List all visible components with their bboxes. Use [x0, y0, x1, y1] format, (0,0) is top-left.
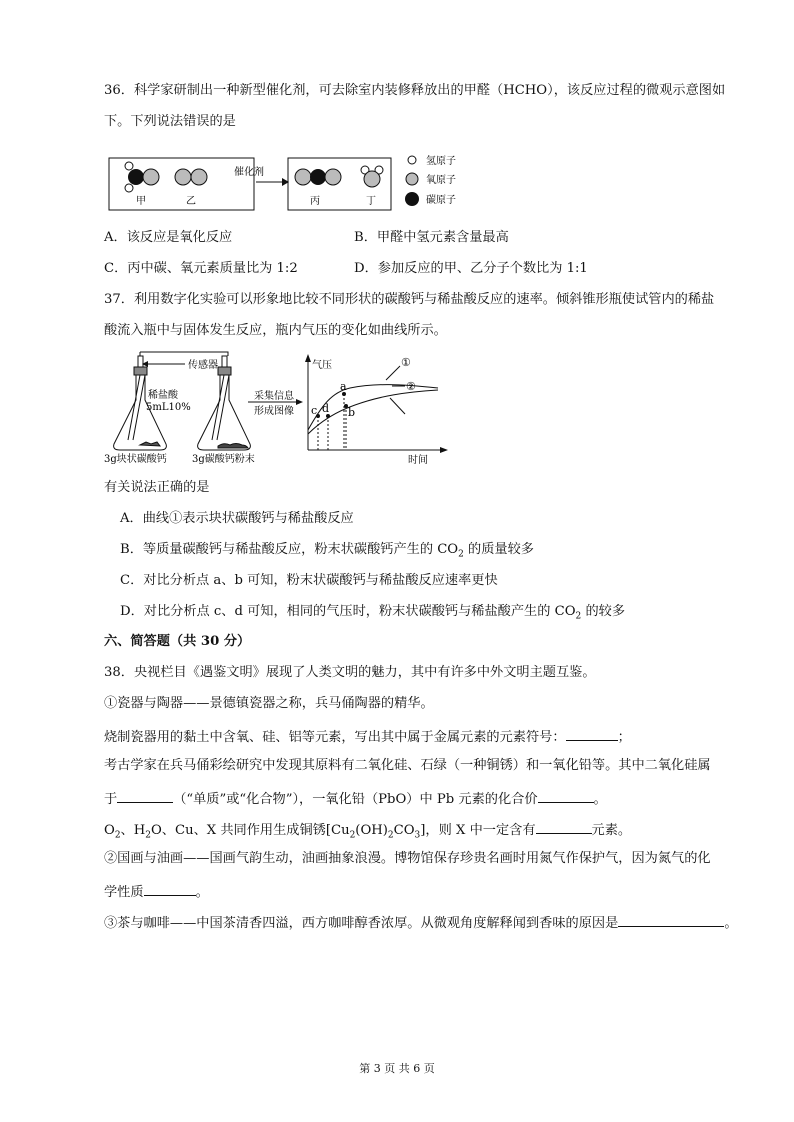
q38-stem: 38．央视栏目《遇鉴文明》展现了人类文明的魅力，其中有许多中外文明主题互鉴。 — [104, 665, 596, 680]
q36-option-d: D．参加反应的甲、乙分子个数比为 1:1 — [354, 261, 588, 276]
label-bing: 丙 — [310, 196, 320, 207]
q37-stem-line1: 37．利用数字化实验可以形象地比较不同形状的碳酸钙与稀盐酸反应的速率。倾斜锥形瓶使试管内的稀盐 — [104, 292, 715, 307]
label-yi: 乙 — [186, 196, 196, 207]
q38-part1-title: ①瓷器与陶器——景德镇瓷器之称，兵马俑陶器的精华。 — [104, 696, 434, 711]
catalyst-label: 催化剂 — [234, 167, 264, 178]
q36-option-a: A．该反应是氧化反应 — [104, 230, 233, 245]
oxygen-molecule — [175, 169, 207, 185]
q37-option-b: B．等质量碳酸钙与稀盐酸反应，粉末状碳酸钙产生的 $CO_2$ 的质量较多 — [120, 542, 534, 560]
q36-reaction-diagram — [100, 148, 480, 214]
q37-experiment-diagram — [100, 350, 450, 468]
acid-label: 稀盐酸 — [148, 390, 178, 401]
flask2-label: 3g碳酸钙粉末 — [192, 454, 255, 465]
curve-1-label: ① — [401, 356, 411, 369]
legend-oxygen: 氧原子 — [426, 175, 456, 186]
point-b-label: b — [348, 406, 356, 419]
q38-part1-q2-line1: 考古学家在兵马俑彩绘研究中发现其原料有二氧化硅、石绿（一种铜锈）和一氧化铅等。其中二氧化硅属 — [104, 758, 711, 773]
carbon-dioxide-molecule — [295, 169, 341, 185]
q38-part1-q2-line2: 于 （“单质”或“化合物”），一氧化铅（PbO）中 Pb 元素的化合价 。 — [104, 788, 607, 809]
legend-carbon: 碳原子 — [426, 195, 456, 206]
q37-option-d: D．对比分析点 c、d 可知，相同的气压时，粉末状碳酸钙与稀盐酸产生的 $CO_2$ 的较多 — [120, 604, 626, 622]
page-footer: 第 3 页 共 6 页 — [359, 1062, 435, 1075]
y-axis-label: 气压 — [312, 360, 332, 371]
q37-option-a: A．曲线①表示块状碳酸钙与稀盐酸反应 — [120, 511, 354, 526]
section-6-title: 六、简答题（共 30 分） — [104, 634, 251, 649]
answer-blank-pb-valence[interactable] — [538, 788, 594, 803]
collect-label-2: 形成图像 — [254, 406, 294, 417]
point-a-label: a — [340, 380, 347, 393]
collect-label-1: 采集信息 — [254, 391, 294, 402]
pressure-time-graph — [305, 354, 448, 466]
q36-option-b: B．甲醛中氢元素含量最高 — [354, 230, 509, 245]
carbon-atom-icon — [405, 192, 419, 206]
q36-stem-line1: 36．科学家研制出一种新型催化剂，可去除室内装修释放出的甲醛（HCHO），该反应过程的微观示意图如 — [104, 83, 726, 98]
q36-stem-line2: 下。下列说法错误的是 — [104, 114, 236, 129]
legend-hydrogen: 氢原子 — [426, 156, 456, 167]
q36-option-c: C．丙中碳、氧元素质量比为 1:2 — [104, 261, 298, 276]
q37-option-c: C．对比分析点 a、b 可知，粉末状碳酸钙与稀盐酸反应速率更快 — [120, 573, 498, 588]
answer-blank-fragrance-reason[interactable] — [618, 912, 724, 927]
acid-concentration-label: 5mL10% — [146, 402, 191, 413]
q38-part2-line1: ②国画与油画——国画气韵生动，油画抽象浪漫。博物馆保存珍贵名画时用氮气作保护气，因为氮气的化 — [104, 851, 711, 866]
label-ding: 丁 — [366, 196, 376, 207]
q37-stem-line2: 酸流入瓶中与固体发生反应，瓶内气压的变化如曲线所示。 — [104, 323, 447, 338]
answer-blank-substance-type[interactable] — [117, 788, 173, 803]
answer-blank-element-x[interactable] — [536, 819, 592, 834]
atom-legend — [405, 154, 456, 206]
sensor-label: 传感器 — [188, 360, 218, 371]
point-d-label: d — [322, 402, 330, 415]
q38-part1-q3: $O_2$、$H_2O$、Cu、X 共同作用生成铜锈$[Cu_2(OH)_2CO_3]$，则 X 中一定含有 元素。 — [104, 819, 631, 845]
flask1-label: 3g块状碳酸钙 — [104, 454, 167, 465]
oxygen-atom-icon — [406, 173, 418, 185]
water-molecule — [361, 166, 383, 187]
q38-part3: ③茶与咖啡——中国茶清香四溢，西方咖啡醇香浓厚。从微观角度解释闻到香味的原因是 。 — [104, 912, 738, 933]
point-c-label: c — [311, 404, 318, 417]
hydrogen-atom-icon — [408, 156, 416, 164]
x-axis-label: 时间 — [408, 455, 428, 466]
q38-part1-q1: 烧制瓷器用的黏土中含氧、硅、铝等元素，写出其中属于金属元素的元素符号： ； — [104, 726, 631, 747]
q37-intro: 有关说法正确的是 — [104, 480, 210, 495]
formaldehyde-molecule — [125, 162, 159, 192]
answer-blank-nitrogen-property[interactable] — [144, 881, 196, 896]
q38-part2-line2: 学性质 。 — [104, 881, 209, 902]
curve-2-label: ② — [406, 380, 416, 393]
answer-blank-metal-symbol[interactable] — [566, 726, 618, 741]
label-jia: 甲 — [136, 196, 146, 207]
